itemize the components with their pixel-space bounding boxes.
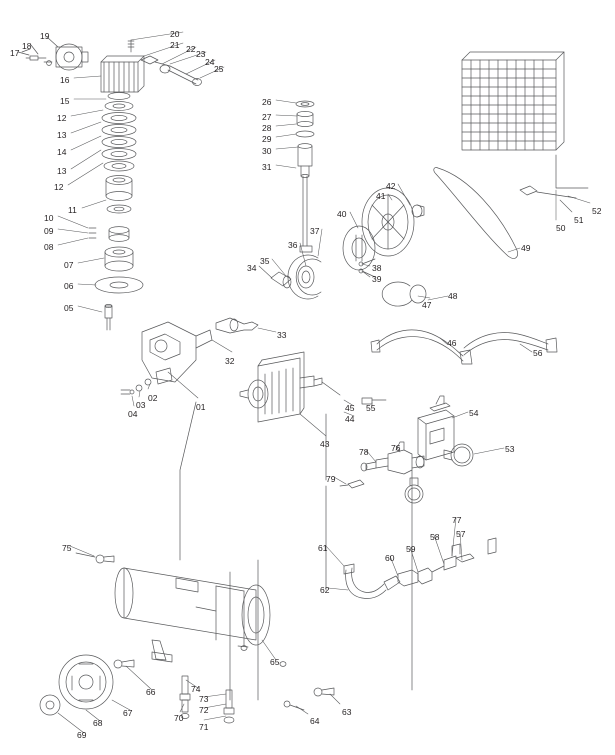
callout-19: 19: [40, 31, 50, 41]
callout-34: 34: [247, 263, 257, 273]
callout-10: 10: [44, 213, 54, 223]
callout-17: 17: [10, 48, 20, 58]
callout-75: 75: [62, 543, 72, 553]
callout-79: 79: [326, 474, 336, 484]
callout-78: 78: [359, 447, 369, 457]
callout-50: 50: [556, 223, 566, 233]
callout-18: 18: [22, 41, 32, 51]
callout-07: 07: [64, 260, 74, 270]
part-group-belt-49: [434, 167, 518, 258]
callout-62: 62: [320, 585, 330, 595]
part-group-guard-50-52: [462, 52, 564, 195]
callout-22: 22: [186, 44, 196, 54]
callout-49: 49: [521, 243, 531, 253]
part-group-bolts-02-04: [121, 379, 151, 394]
part-group-ring-37: [288, 255, 321, 299]
part-group-fitting-33: [216, 318, 258, 333]
callout-26: 26: [262, 97, 272, 107]
callout-14: 14: [57, 147, 67, 157]
callout-70: 70: [174, 713, 184, 723]
part-group-gauge-53: [444, 444, 473, 466]
callout-45: 45: [345, 403, 355, 413]
callout-44: 44: [345, 414, 355, 424]
callout-06: 06: [64, 281, 74, 291]
callout-09: 09: [44, 226, 54, 236]
callout-01: 01: [196, 402, 206, 412]
callout-21: 21: [170, 40, 180, 50]
part-group-piston-07: [105, 247, 133, 271]
callout-59: 59: [406, 544, 416, 554]
part-group-pressure-switch-54: [418, 396, 454, 460]
callout-72: 72: [199, 705, 209, 715]
callout-54: 54: [469, 408, 479, 418]
callout-13-upper: 13: [57, 130, 67, 140]
callout-69: 69: [77, 730, 87, 740]
part-group-bolt-63-64: [284, 688, 334, 710]
callout-51: 51: [574, 215, 584, 225]
callout-48: 48: [448, 291, 458, 301]
callout-12-upper: 12: [57, 113, 67, 123]
callout-03: 03: [136, 400, 146, 410]
callout-39: 39: [372, 274, 382, 284]
part-group-valve-plate-36: [298, 266, 314, 288]
callout-24: 24: [205, 57, 215, 67]
part-group-motor-43: [240, 352, 322, 422]
callout-71: 71: [199, 722, 209, 732]
part-group-nut-42: [412, 205, 424, 217]
callout-13-lower: 13: [57, 166, 67, 176]
part-group-bolt-05: [105, 304, 112, 330]
callout-12-lower: 12: [54, 182, 64, 192]
callout-46: 46: [447, 338, 457, 348]
callout-20: 20: [170, 29, 180, 39]
callout-25: 25: [214, 64, 224, 74]
callout-35: 35: [260, 256, 270, 266]
part-group-cylinder-head: [101, 56, 144, 100]
part-group-belt-47-48: [382, 282, 426, 306]
callout-32: 32: [225, 356, 235, 366]
callout-66: 66: [146, 687, 156, 697]
callout-64: 64: [310, 716, 320, 726]
callout-56: 56: [533, 348, 543, 358]
callout-47: 47: [422, 300, 432, 310]
callout-41: 41: [376, 191, 386, 201]
part-group-wheel-69: [40, 655, 134, 715]
part-group-plate-06: [95, 277, 143, 293]
callout-40: 40: [337, 209, 347, 219]
part-group-piston-rings: [89, 227, 129, 242]
callout-37: 37: [310, 226, 320, 236]
callout-52: 52: [592, 206, 602, 216]
callout-57: 57: [456, 529, 466, 539]
callout-30: 30: [262, 146, 272, 156]
part-group-hose-56: [464, 333, 557, 355]
callout-16: 16: [60, 75, 70, 85]
callout-65: 65: [270, 657, 280, 667]
callout-76: 76: [391, 443, 401, 453]
callout-43: 43: [320, 439, 330, 449]
callout-63: 63: [342, 707, 352, 717]
part-group-hose-46: [371, 330, 472, 364]
callout-36: 36: [288, 240, 298, 250]
callout-05: 05: [64, 303, 74, 313]
part-group-crankcase-32: [142, 322, 212, 384]
callout-02: 02: [148, 393, 158, 403]
callout-08: 08: [44, 242, 54, 252]
callout-27: 27: [262, 112, 272, 122]
callout-33: 33: [277, 330, 287, 340]
part-group-drain-hose-62: [344, 538, 496, 599]
callout-23: 23: [196, 49, 206, 59]
callout-73: 73: [199, 694, 209, 704]
callout-77: 77: [452, 515, 462, 525]
callout-58: 58: [430, 532, 440, 542]
callout-55: 55: [366, 403, 376, 413]
callout-29: 29: [262, 134, 272, 144]
callout-61: 61: [318, 543, 328, 553]
callout-11: 11: [68, 205, 77, 215]
callout-74: 74: [191, 684, 201, 694]
part-group-19-housing: [22, 44, 88, 70]
callout-53: 53: [505, 444, 515, 454]
part-group-gasket-stack: [102, 102, 136, 214]
callout-04: 04: [128, 409, 138, 419]
part-group-manifold-76: [340, 442, 424, 503]
callout-31: 31: [262, 162, 272, 172]
part-group-tank-65: [115, 568, 286, 666]
callout-60: 60: [385, 553, 395, 563]
callout-42: 42: [386, 181, 396, 191]
callout-67: 67: [123, 708, 133, 718]
part-group-bolt-75: [76, 553, 114, 563]
callout-15: 15: [60, 96, 70, 106]
callout-68: 68: [93, 718, 103, 728]
callout-38: 38: [372, 263, 382, 273]
callout-28: 28: [262, 123, 272, 133]
